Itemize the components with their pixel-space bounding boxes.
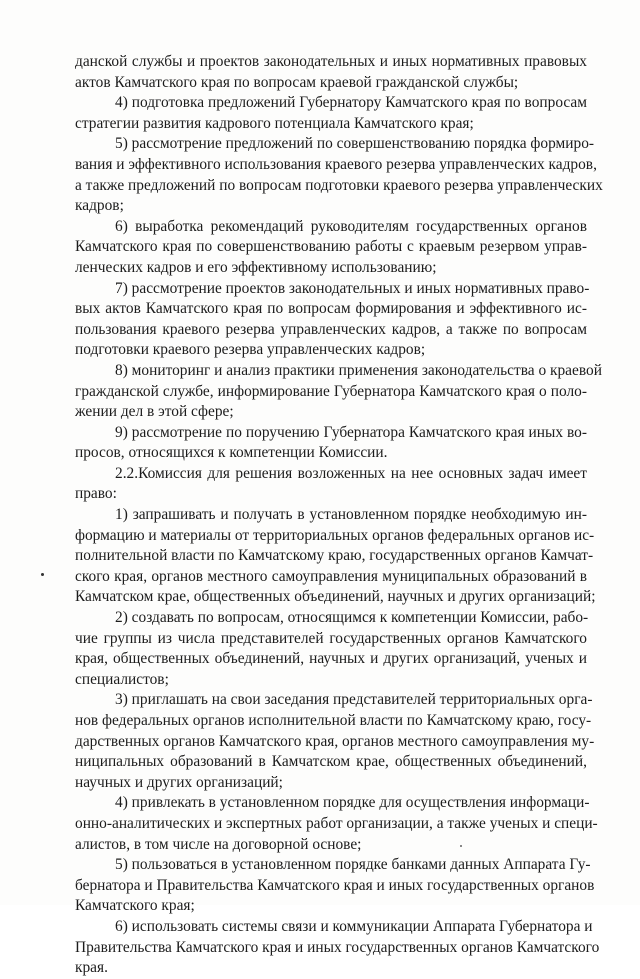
text-line: 8) мониторинг и анализ практики применения законодательства о краевой	[115, 361, 602, 379]
text-line: 1) запрашивать и получать в установленном порядке необходимую ин-	[115, 506, 587, 524]
text-line: 6) выработка рекомендаций руководителям государственных органов	[115, 217, 587, 235]
text-line: жении дел в этой сфере;	[75, 403, 234, 421]
text-line: научных и других организаций;	[75, 773, 283, 791]
text-line: вания и эффективного использования краевого резерва управленческих кадров,	[75, 155, 597, 173]
text-line: 3) приглашать на свои заседания представителей территориальных орга-	[115, 691, 593, 709]
paragraph-p-9	[75, 423, 587, 464]
text-line: алистов, в том числе на договорной основе;	[75, 835, 362, 853]
text-line: вых актов Камчатского края по вопросам формирования и эффективного ис-	[75, 300, 587, 318]
paragraph-p-2-2	[75, 464, 587, 505]
text-line: 5) рассмотрение предложений по совершенствованию порядка формиро-	[115, 135, 595, 153]
text-line: 4) подготовка предложений Губернатору Камчатского края по вопросам	[115, 94, 587, 112]
text-line: нов федеральных органов исполнительной власти по Камчатскому краю, госу-	[75, 712, 592, 729]
text-line: Камчатском крае, общественных объединений, научных и других организаций;	[75, 588, 596, 606]
text-line: бернатора и Правительства Камчатского края и иных государственных органов	[75, 876, 595, 894]
scan-speck	[460, 845, 462, 847]
paragraph-r-2	[75, 608, 587, 690]
paragraph-p-7	[75, 279, 590, 361]
paragraph-r-3	[75, 690, 595, 793]
text-line: просов, относящихся к компетенции Комиссии.	[75, 444, 388, 462]
text-line: Камчатского края;	[75, 897, 195, 915]
text-line: актов Камчатского края по вопросам краевой гражданской службы;	[75, 73, 519, 91]
text-line: формацию и материалы от территориальных органов федеральных органов ис-	[75, 526, 595, 544]
text-line: 7) рассмотрение проектов законодательных и иных нормативных право-	[115, 279, 590, 297]
scan-mark	[41, 573, 44, 576]
paragraph-p-4	[75, 93, 587, 134]
paragraph-p-cont	[75, 52, 587, 93]
paragraph-p-6	[75, 217, 587, 279]
text-line: полнительной власти по Камчатскому краю, государственных органов Камчат-	[75, 547, 594, 565]
text-line: пользования краевого резерва управленческих кадров, а также по вопросам	[75, 320, 587, 338]
text-line: дарственных органов Камчатского края, органов местного самоуправления му-	[75, 732, 595, 750]
text-line: ленческих кадров и его эффективному использованию;	[75, 258, 437, 276]
text-line: право:	[75, 485, 117, 503]
text-line: 4) привлекать в установленном порядке для осуществления информаци-	[115, 794, 590, 812]
paragraph-r-5	[75, 855, 595, 917]
text-line: стратегии развития кадрового потенциала Камчатского края;	[75, 114, 474, 132]
text-line: чие группы из числа представителей государственных органов Камчатского	[75, 629, 587, 647]
document-body	[75, 52, 603, 979]
text-line: 2.2.Комиссия для решения возложенных на нее основных задач имеет	[115, 464, 587, 482]
text-line: 9) рассмотрение по поручению Губернатора Камчатского края иных во-	[115, 423, 587, 441]
text-line: ского края, органов местного самоуправления муниципальных образований в	[75, 567, 587, 585]
text-line: Камчатского края по совершенствованию работы с краевым резервом управ-	[75, 238, 587, 256]
paragraph-p-8	[75, 361, 602, 423]
text-line: онно-аналитических и экспертных работ организации, а также ученых и специ-	[75, 814, 598, 832]
text-line: ниципальных образований в Камчатском крае, общественных объединений,	[75, 753, 587, 771]
text-line: края, общественных объединений, научных и других организаций, ученых и	[75, 650, 587, 668]
text-line: а также предложений по вопросам подготовки краевого резерва управленческих	[75, 176, 603, 194]
text-line: 2) создавать по вопросам, относящимся к компетенции Комиссии, рабо-	[115, 609, 589, 627]
paragraph-r-1	[75, 505, 596, 608]
paragraph-r-4	[75, 793, 598, 855]
text-line: 5) пользоваться в установленном порядке банками данных Аппарата Гу-	[115, 856, 591, 874]
text-line: Правительства Камчатского края и иных государственных органов Камчатского	[75, 938, 600, 956]
text-line: подготовки краевого резерва управленческих кадров;	[75, 341, 426, 359]
text-line: кадров;	[75, 197, 124, 215]
text-line: края.	[75, 959, 108, 977]
text-line: данской службы и проектов законодательных и иных нормативных правовых	[75, 53, 587, 70]
text-line: специалистов;	[75, 670, 169, 688]
paragraph-r-6	[75, 917, 600, 979]
text-line: гражданской службе, информирование Губернатора Камчатского края о поло-	[75, 382, 587, 400]
paragraph-p-5	[75, 134, 603, 216]
text-line: 6) использовать системы связи и коммуникации Аппарата Губернатора и	[115, 917, 593, 935]
